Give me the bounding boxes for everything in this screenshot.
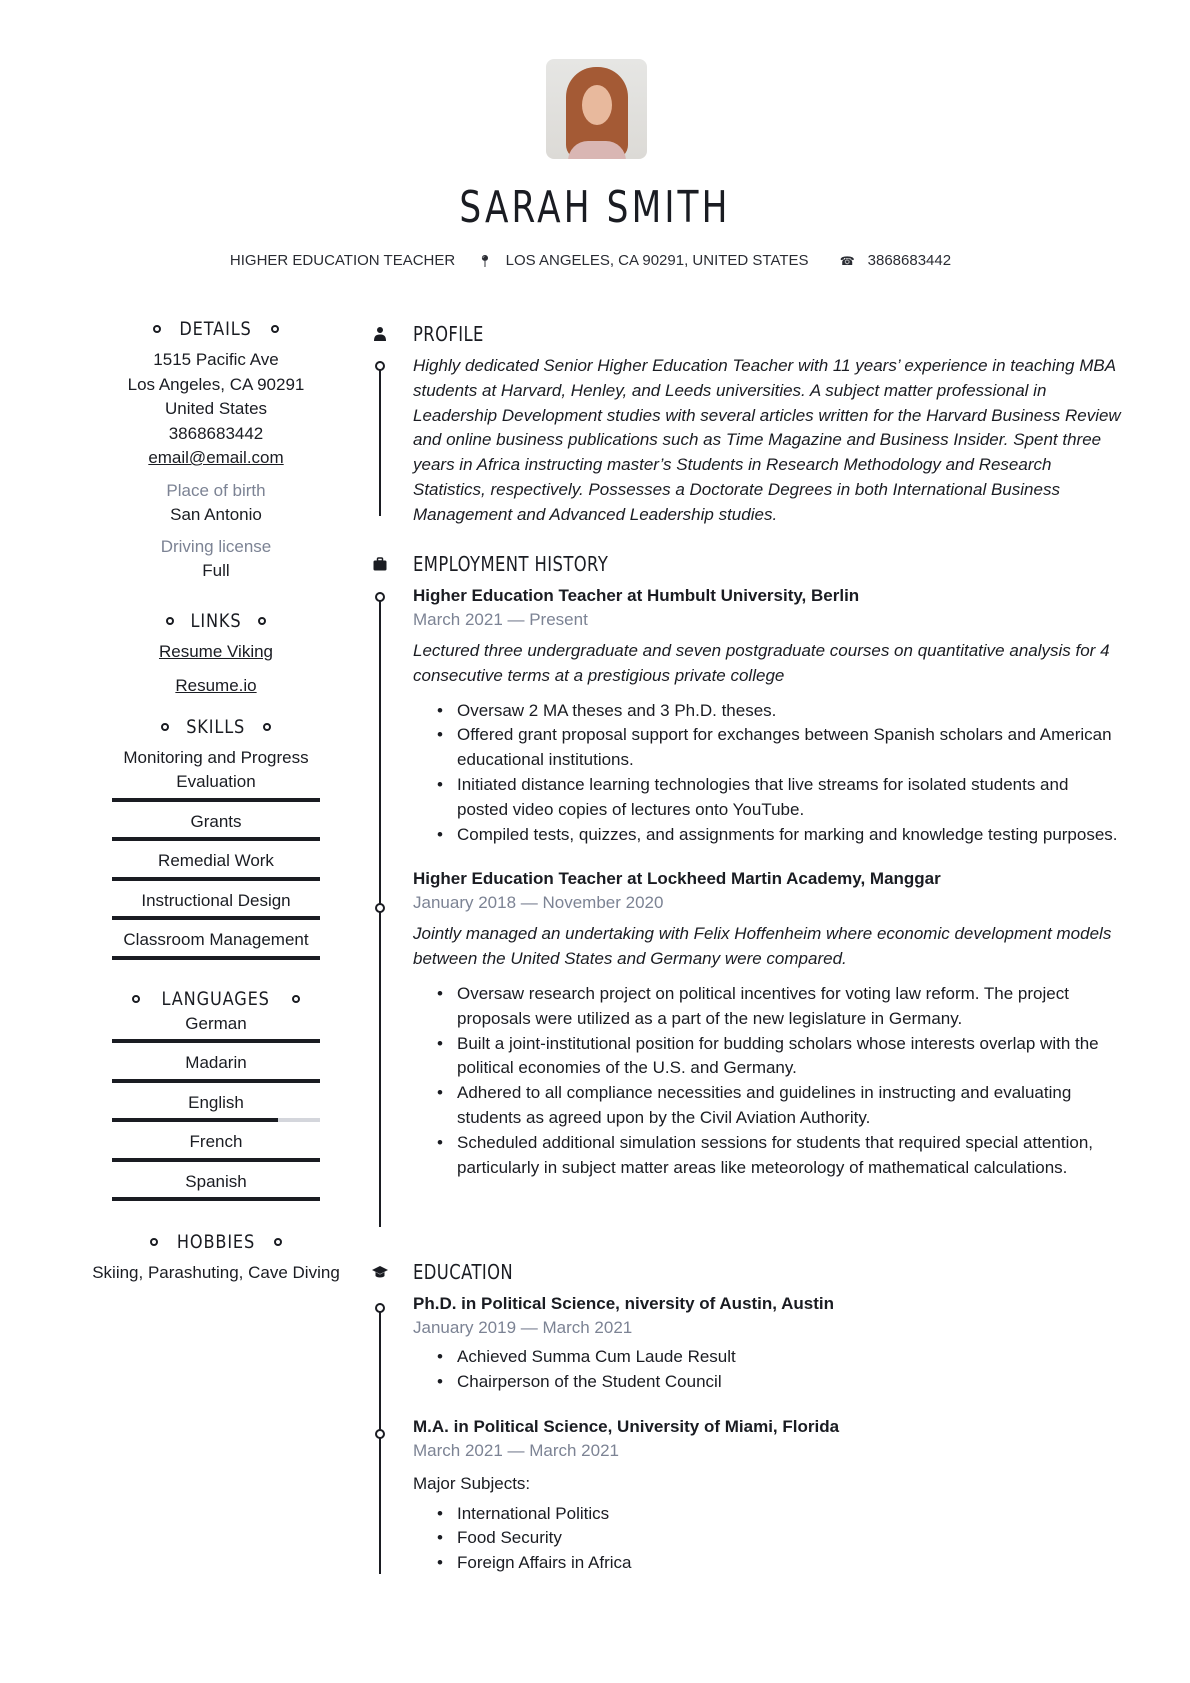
language-label: Spanish (185, 1171, 247, 1191)
skill-item (85, 881, 347, 921)
skill-item (85, 746, 347, 802)
skill-label: Monitoring and Progress Evaluation (123, 747, 309, 791)
education-entry (413, 1292, 1123, 1395)
employment-section (413, 552, 1123, 1180)
skill-level-fill (112, 916, 320, 920)
language-item (85, 1162, 347, 1202)
profile-section (413, 322, 1123, 528)
degree-bullet: • Foreign Affairs in Africa (413, 1551, 1123, 1576)
job-bullets (413, 699, 1123, 848)
job-entry (413, 584, 1123, 847)
language-level-fill (112, 1158, 320, 1162)
skill-label: Remedial Work (158, 851, 274, 870)
job-bullet: • Adhered to all compliance necessities and guidelines in instructing and evaluating students as agreed upon by the Civil Aviation Authority. (413, 1081, 1123, 1131)
skill-item (85, 802, 347, 842)
language-level-bar (112, 1118, 320, 1122)
job-summary: Jointly managed an undertaking with Felix Hoffenheim where economic development models between the United States and Germany were compared. (413, 924, 1112, 969)
profile-summary: Highly dedicated Senior Higher Education Teacher with 11 years’ experience in teaching MBA students at Harvard, Henley, and Leeds universities. A subject matter professional in Leadership Development studies with several articles written for the Harvard Business Review and online business publications such as Time Magazine and Business Insider. Spent three years in Africa instructing master’s Students in Research Methodology and Research Statistics, respectively. Possesses a Doctorate Degrees in both International Business Management and Advanced Leadership studies. (413, 356, 1121, 524)
job-title: Higher Education Teacher at Lockheed Martin Academy, Manggar (413, 869, 941, 889)
job-bullets (413, 982, 1123, 1180)
link-resume-io[interactable]: Resume.io (175, 675, 257, 695)
job-bullet: • Compiled tests, quizzes, and assignments for marking and knowledge testing purposes. (413, 823, 1123, 848)
language-label: German (185, 1013, 247, 1033)
education-entry (413, 1415, 1123, 1576)
language-level-fill (112, 1039, 320, 1043)
language-level-fill (112, 1118, 278, 1122)
address-line-1: 1515 Pacific Ave (153, 350, 279, 369)
degree-bullet: • International Politics (413, 1502, 1123, 1527)
place-of-birth-value: San Antonio (170, 504, 262, 524)
circle-icon (166, 617, 174, 625)
language-level-fill (112, 1197, 320, 1201)
hobbies-heading: HOBBIES (85, 1231, 347, 1253)
skill-item (85, 841, 347, 881)
circle-icon (263, 723, 271, 731)
timeline-node (375, 903, 385, 913)
job-bullet: • Built a joint-institutional position for budding scholars whose interests overlap with the political economies of the U.S. and Germany. (413, 1032, 1123, 1082)
job-bullet: • Offered grant proposal support for exchanges between Spanish scholars and American educational institutions. (413, 723, 1123, 773)
languages-section (85, 988, 347, 1202)
hobbies-section (85, 1231, 347, 1286)
timeline-node (375, 1303, 385, 1313)
job-summary: Lectured three undergraduate and seven postgraduate courses on quantitative analysis for 4 consecutive terms at a prestigious private college (413, 641, 1110, 685)
details-section (85, 318, 347, 584)
timeline-node (375, 361, 385, 371)
language-level-bar (112, 1039, 320, 1043)
skills-heading: SKILLS (85, 716, 347, 738)
circle-icon (258, 617, 266, 625)
email-link[interactable]: email@email.com (148, 448, 284, 467)
skills-section (85, 716, 347, 960)
profile-timeline-line (379, 366, 381, 516)
job-title: Higher Education Teacher at Humbult University, Berlin (413, 586, 860, 605)
job-entry (413, 867, 1123, 1180)
skill-level-fill (112, 798, 320, 802)
job-bullet: • Oversaw research project on political incentives for voting law reform. The project proposals were utilized as a part of the new legislature in Germany. (413, 982, 1123, 1032)
graduation-cap-icon (372, 1264, 388, 1280)
phone-text: 3868683442 (867, 252, 952, 269)
job-title: HIGHER EDUCATION TEACHER (229, 252, 456, 269)
languages-heading: LANGUAGES (85, 988, 347, 1010)
degree-dates: January 2019 — March 2021 (413, 1318, 633, 1337)
degree-bullet: • Achieved Summa Cum Laude Result (413, 1345, 1123, 1370)
language-label: Madarin (185, 1053, 247, 1072)
language-item (85, 1043, 347, 1083)
skill-level-bar (112, 798, 320, 802)
employment-heading: EMPLOYMENT HISTORY (413, 552, 609, 576)
circle-icon (132, 995, 140, 1003)
left-column (85, 318, 347, 1286)
degree-dates: March 2021 — March 2021 (413, 1440, 619, 1460)
skill-level-fill (112, 877, 320, 881)
address-line-3: United States (164, 399, 268, 418)
circle-icon (161, 723, 169, 731)
link-resume-viking[interactable]: Resume Viking (158, 641, 274, 661)
language-label: English (188, 1092, 244, 1112)
job-bullet: • Initiated distance learning technologies that live streams for isolated students and posted video copies of lectures onto YouTube. (413, 773, 1123, 823)
circle-icon (150, 1238, 158, 1246)
degree-title: M.A. in Political Science, University of Miami, Florida (413, 1416, 840, 1436)
degree-bullet: • Food Security (413, 1526, 1123, 1551)
place-of-birth-label: Place of birth (166, 480, 266, 500)
details-heading: DETAILS (85, 318, 347, 340)
degree-title: Ph.D. in Political Science, niversity of Austin, Austin (413, 1294, 834, 1313)
phone (840, 252, 960, 269)
job-bullet: • Scheduled additional simulation sessions for students that required special attention, particularly in subject matter areas like meteorology of mathematical calculations. (413, 1131, 1123, 1181)
language-item (85, 1083, 347, 1123)
job-dates: March 2021 — Present (413, 610, 588, 629)
circle-icon (274, 1238, 282, 1246)
profile-photo (546, 59, 647, 159)
map-pin-icon: 📍︎ (477, 254, 493, 268)
driving-license-label: Driving license (160, 537, 272, 556)
driving-license-value: Full (202, 561, 230, 580)
timeline-node (375, 1429, 385, 1439)
language-level-bar (112, 1079, 320, 1083)
skill-label: Grants (190, 811, 242, 831)
skill-label: Instructional Design (141, 890, 291, 910)
skill-label: Classroom Management (123, 930, 309, 949)
language-item (85, 1122, 347, 1162)
phone-icon: ☎︎ (839, 254, 855, 268)
education-timeline-line (379, 1308, 381, 1574)
details-phone: 3868683442 (168, 423, 264, 443)
location-text: LOS ANGELES, CA 90291, UNITED STATES (505, 252, 809, 269)
header-subline (0, 252, 1190, 269)
circle-icon (153, 325, 161, 333)
circle-icon (271, 325, 279, 333)
language-label: French (189, 1132, 243, 1151)
major-subjects-label: Major Subjects: (413, 1473, 531, 1493)
skill-level-fill (112, 837, 320, 841)
circle-icon (292, 995, 300, 1003)
candidate-name: SARAH SMITH (459, 182, 731, 233)
degree-bullet: • Chairperson of the Student Council (413, 1370, 1123, 1395)
briefcase-icon (372, 556, 388, 572)
education-section (413, 1260, 1123, 1576)
links-section (85, 610, 347, 698)
timeline-node (375, 592, 385, 602)
links-heading: LINKS (85, 610, 347, 632)
photo-face (582, 85, 612, 125)
education-heading: EDUCATION (413, 1260, 514, 1284)
skill-level-bar (112, 916, 320, 920)
photo-shirt (568, 141, 626, 159)
job-dates: January 2018 — November 2020 (413, 893, 664, 913)
skill-level-fill (112, 956, 320, 960)
language-level-fill (112, 1079, 320, 1083)
degree-bullets (413, 1345, 1123, 1395)
profile-heading: PROFILE (413, 322, 484, 346)
skill-level-bar (112, 837, 320, 841)
location (477, 252, 817, 269)
skill-item (85, 920, 347, 960)
language-level-bar (112, 1158, 320, 1162)
degree-bullets (413, 1502, 1123, 1576)
language-item (85, 1010, 347, 1044)
language-level-bar (112, 1197, 320, 1201)
job-bullet: • Oversaw 2 MA theses and 3 Ph.D. theses. (413, 699, 1123, 724)
skill-level-bar (112, 956, 320, 960)
person-icon (372, 326, 388, 342)
address-line-2: Los Angeles, CA 90291 (127, 374, 305, 394)
skill-level-bar (112, 877, 320, 881)
hobbies-text: Skiing, Parashuting, Cave Diving (92, 1263, 340, 1282)
